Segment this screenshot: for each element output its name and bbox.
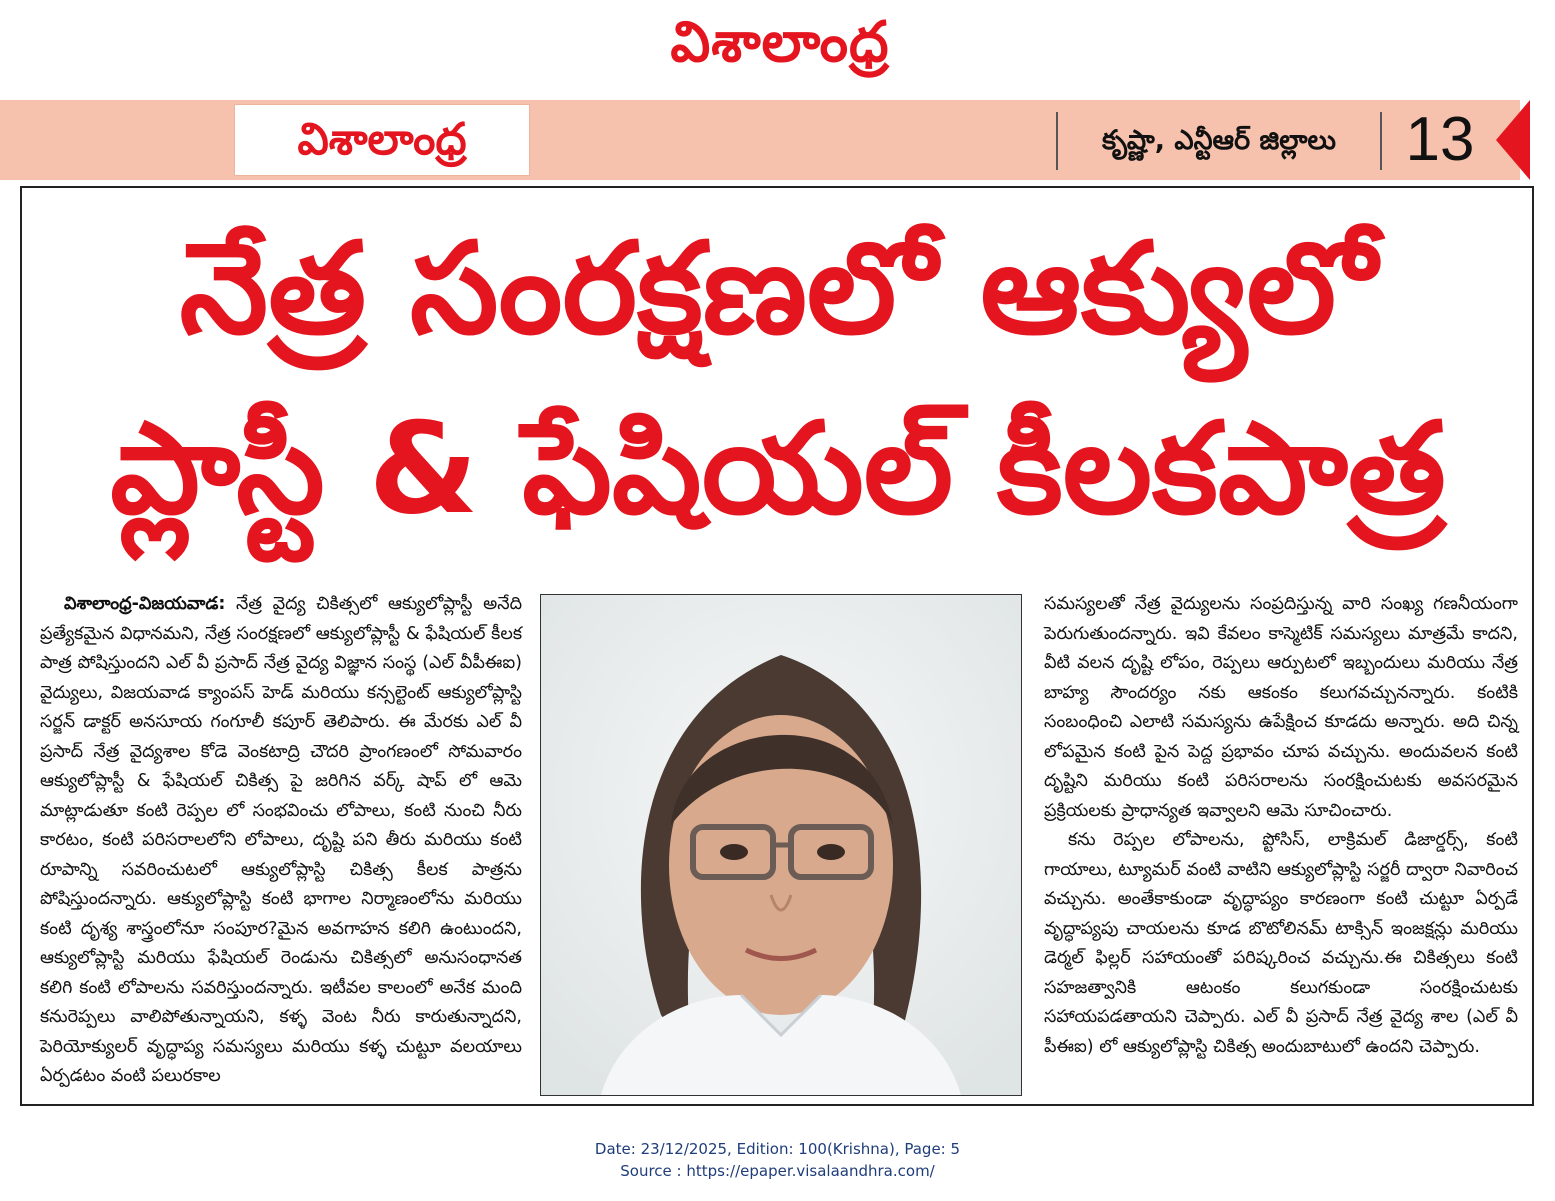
portrait-photo (540, 594, 1022, 1096)
header-band-logo: విశాలాంధ్ర (234, 104, 530, 176)
column-2-paragraph (1044, 826, 1518, 1062)
headline-line-2: ప్లాస్టీ & ఫేషియల్ కీలకపాత్ర (110, 395, 1446, 542)
column-1-text: నేత్ర వైద్య చికిత్సలో ఆక్యులోప్లాస్టీ అనేది ప్రత్యేకమైన విధానమని, నేత్ర సంరక్షణలో ఆక్యులోప్లాస్టీ & ఫేషియల్ కీలక పాత్ర పోషిస్తుందని ఎల్ వీ ప్రసాద్ నేత్ర వైద్య విజ్ఞాన సంస్థ (ఎల్ వీపీఈఐ) వైద్యులు, విజయవాడ క్యాంపస్ హెడ్ మరియు కన్సల్టెంట్ ఆక్యులోప్లాస్టి సర్జన్ డాక్టర్ అనసూయ గంగూలీ కపూర్ తెలిపారు. ఈ మేరకు ఎల్ వీ ప్రసాద్ నేత్ర వైద్యశాల కోడె వెంకటాద్రి చౌదరి ప్రాంగణంలో సోమవారం ఆక్యులోప్లాస్టీ & ఫేషియల్ చికిత్స పై జరిగిన వర్క్ షాప్ లో ఆమె మాట్లాడుతూ కంటి రెప్పల లో సంభవించు లోపాలు, కంటి నుంచి నీరు కారటం, కంటి పరిసరాలలోని లోపాలు, దృష్టి పని తీరు మరియు కంటి రూపాన్ని సవరించుటలో ఆక్యులోప్లాస్టి చికిత్స కీలక పాత్రను పోషిస్తుందన్నారు. ఆక్యులోప్లాస్టి కంటి భాగాల నిర్మాణంలోను మరియు కంటి దృశ్య శాస్త్రంలోనూ సంపూర?మైన అవగాహన కలిగి ఉంటుందని, ఆక్యులోప్లాస్టి మరియు ఫేషియల్ రెండును చికిత్సలో అనుసంధానత కలిగి కంటి లోపాలను సవరిస్తుందన్నారు. ఇటీవల కాలంలో అనేక మంది కనురెప్పలు వాలిపోతున్నాయని, కళ్ళ వెంట నీరు కారుతున్నాదని, పెరియోక్యులర్ వృద్ధాప్య సమస్యలు మరియు కళ్ళ చుట్టూ వలయాలు ఏర్పడటం వంటి పలురకాల (40, 594, 522, 1086)
footer-date-line: Date: 23/12/2025, Edition: 100(Krishna), Page: 5 (594, 1140, 961, 1158)
article-column-2 (1044, 590, 1518, 1062)
header-divider (1380, 112, 1382, 170)
column-2-paragraph: సమస్యలతో నేత్ర వైద్యులను సంప్రదిస్తున్న వారి సంఖ్య గణనీయంగా పెరుగుతుందన్నారు. ఇవి కేవలం కాస్మెటిక్ సమస్యలు మాత్రమే కాదని, వీటి వలన దృష్టి లోపం, రెప్పలు ఆర్పుటలో ఇబ్బందులు మరియు నేత్ర బాహ్య సౌందర్యం నకు ఆకంకం కలుగవచ్చునన్నారు. కంటికి సంబంధించి ఎలాటి సమస్యను ఉపేక్షించ కూడదు అన్నారు. అది చిన్న లోపమైన కంటి పైన పెద్ద ప్రభావం చూప వచ్చును. అందువలన కంటి దృష్టిని మరియు కంటి పరిసరాలను సంరక్షించుటకు అవసరమైన ప్రక్రియలకు ప్రాధాన్యత ఇవ్వాలని ఆమె సూచించారు. (1044, 594, 1518, 821)
article-column-1 (40, 590, 522, 1092)
district-label: కృష్ణా, ఎన్టీఆర్ జిల్లాలు (1102, 125, 1336, 156)
footer (0, 1138, 1555, 1182)
dateline: విశాలాంధ్ర-విజయవాడ: (64, 594, 226, 614)
page-number: 13 (1405, 105, 1475, 174)
column-2-paragraph-text: కను రెప్పల లోపాలను, ప్టోసిస్, లాక్రిమల్ డిజార్డర్స్, కంటి గాయాలు, ట్యూమర్ వంటి వాటిని ఆక్యులోప్లాస్టి సర్జరీ ద్వారా నివారించ వచ్చును. అంతేకాకుండా వృద్ధాప్యం కారణంగా కంటి చుట్టూ ఏర్పడే వృద్ధాప్యపు చాయలను కూడ బొటోలినమ్ టాక్సిన్ ఇంజక్షన్లు మరియు డెర్మల్ ఫిల్లర్ సహాయంతో పరిష్కరించ వచ్చును.ఈ చికిత్సలు కంటి సహజత్వానికి ఆటంకం కలుగకుండా సంరక్షించుటకు సహాయపడతాయని చెప్పారు. ఎల్ వీ ప్రసాద్ నేత్ర వైద్య శాల (ఎల్ వీ పీఈఐ) లో ఆక్యులోప్లాస్టి చికిత్స అందుబాటులో ఉందని చెప్పారు. (1044, 830, 1518, 1057)
masthead-logo: విశాలాంధ్ర (670, 10, 890, 75)
headline-line-1: నేత్ర సంరక్షణలో ఆక్యులో (179, 215, 1377, 362)
footer-source-line: Source : https://epaper.visalaandhra.com/ (620, 1162, 935, 1180)
header-divider (1056, 112, 1058, 170)
page-pointer-arrow-icon (1496, 100, 1530, 180)
portrait-illustration (541, 595, 1021, 1095)
